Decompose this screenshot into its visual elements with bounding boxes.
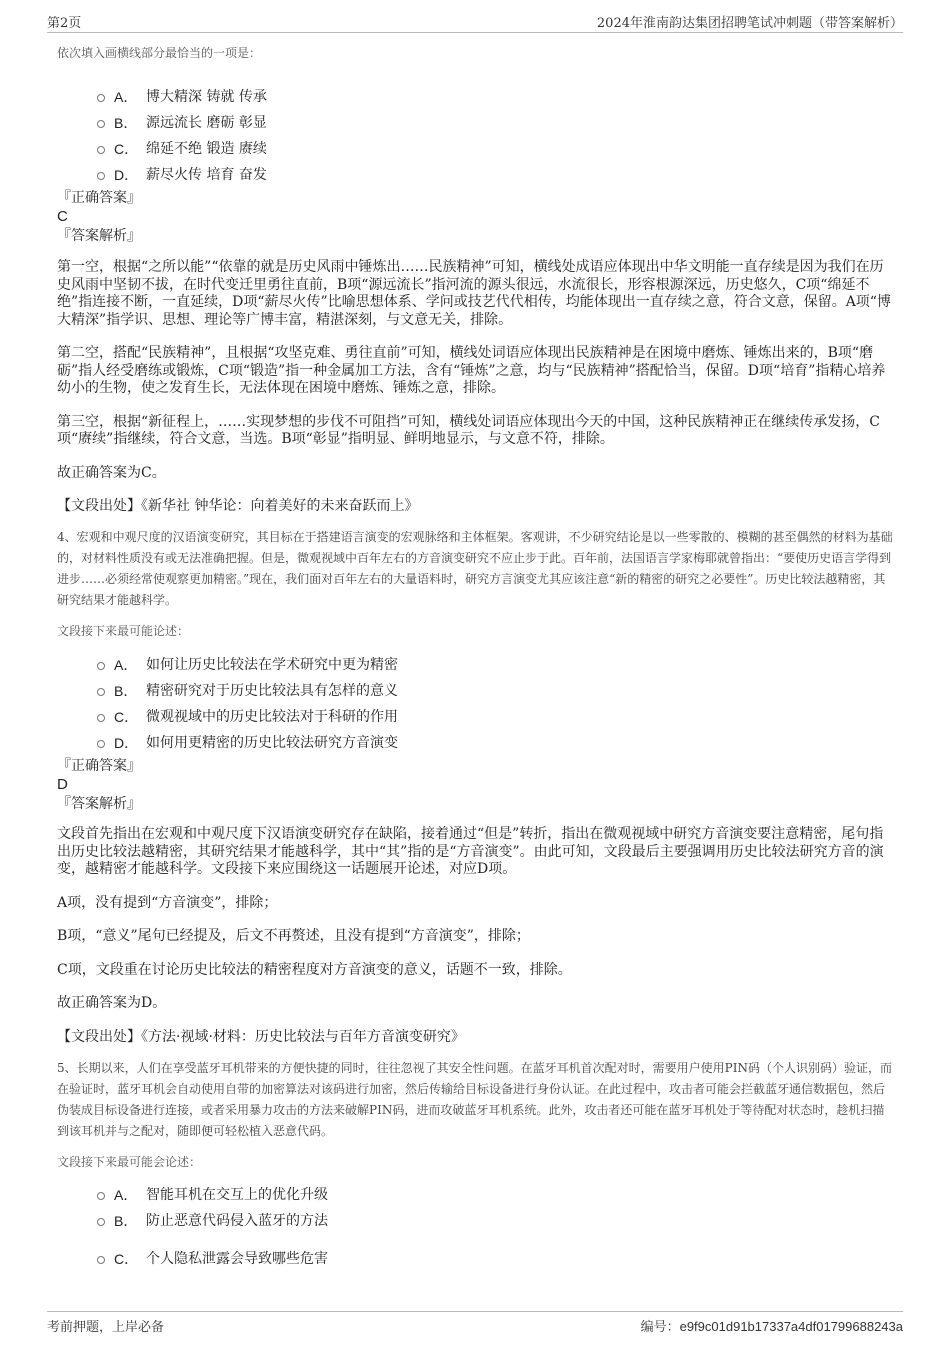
q4-prompt: 文段接下来最可能论述： (57, 624, 190, 638)
q3-analysis-label: 『答案解析』 (57, 228, 141, 244)
q3-analysis-p4: 故正确答案为C。 (57, 464, 166, 481)
footer-code: 编号：e9f9c01d91b17337a4df01799688243a (640, 1319, 903, 1335)
footer-slogan: 考前押题，上岸必备 (47, 1320, 165, 1335)
q3-option-a[interactable]: A． 博大精深 铸就 传承 (57, 84, 893, 110)
q5-option-c[interactable]: C． 个人隐私泄露会导致哪些危害 (57, 1246, 893, 1272)
page-header (47, 10, 903, 33)
q5-option-b[interactable]: B． 防止恶意代码侵入蓝牙的方法 (57, 1208, 893, 1234)
q3-source: 【文段出处】《新华社 钟华论：向着美好的未来奋跃而上》 (57, 498, 419, 514)
q5-options (57, 1182, 893, 1272)
q4-analysis-p2: A项，没有提到“方音演变”，排除； (57, 894, 278, 911)
page-number: 第2页 (47, 16, 82, 31)
q4-option-a[interactable]: A． 如何让历史比较法在学术研究中更为精密 (57, 652, 893, 678)
radio-icon[interactable] (97, 714, 105, 722)
q3-prompt: 依次填入画横线部分最恰当的一项是： (57, 46, 262, 60)
radio-icon[interactable] (97, 740, 105, 748)
q5-prompt: 文段接下来最可能会论述： (57, 1154, 202, 1169)
radio-icon[interactable] (97, 120, 105, 128)
q3-option-b[interactable]: B． 源远流长 磨砺 彰显 (57, 110, 893, 136)
radio-icon[interactable] (97, 1218, 105, 1226)
q4-analysis-p3: B项，“意义”尾句已经提及，后文不再赘述，且没有提到“方音演变”，排除； (57, 928, 530, 944)
radio-icon[interactable] (97, 1192, 105, 1200)
q4-answer-label: 『正确答案』 (57, 758, 141, 774)
content (57, 44, 893, 1272)
radio-icon[interactable] (97, 662, 105, 670)
q3-option-d[interactable]: D． 薪尽火传 培育 奋发 (57, 162, 893, 188)
page-footer (47, 1311, 903, 1334)
q4-analysis-p1: 文段首先指出在宏观和中观尺度下汉语演变研究存在缺陷，接着通过“但是”转折，指出在微观视域中研究方音演变要注意精密，尾句指出历史比较法越精密，其研究结果才能越科学，其中“其”指的是“方音演变”。由此可知，文段最后主要强调用历史比较法研究方音的演变，越精密才能越科学。文段接下来应围绕这一话题展开论述，对应D项。 (57, 826, 884, 877)
q5-option-a[interactable]: A． 智能耳机在交互上的优化升级 (57, 1182, 893, 1208)
q4-source: 【文段出处】《方法·视域·材料：历史比较法与百年方音演变研究》 (57, 1028, 465, 1045)
q4-option-b[interactable]: B． 精密研究对于历史比较法具有怎样的意义 (57, 678, 893, 704)
radio-icon[interactable] (97, 94, 105, 102)
radio-icon[interactable] (97, 172, 105, 180)
q3-answer: C (57, 208, 68, 225)
q3-analysis-p1: 第一空，根据“之所以能”“依靠的就是历史风雨中锤炼出……民族精神”可知，横线处成语应体现出中华文明能一直存续是因为我们在历史风雨中坚韧不拔，在时代变迁里勇往直前，B项“源远流长”指河流的源头很远，水流很长，形容根源深远，历史悠久，C项“绵延不绝”指连接不断，一直延续，D项“薪尽火传”比喻思想体系、学问或技艺代代相传，均能体现出一直存续之意，符合文意，保留。A项“博大精深”指学识、思想、理论等广博丰富，精湛深刻，与文意无关，排除。 (57, 259, 891, 328)
q5-stem: 5、长期以来，人们在享受蓝牙耳机带来的方便快捷的同时，往往忽视了其安全性问题。在蓝牙耳机首次配对时，需要用户使用PIN码（个人识别码）验证，而在验证时，蓝牙耳机会自动使用自带的加密算法对该码进行加密，然后传输给目标设备进行身份认证。在此过程中，攻击者可能会拦截蓝牙通信数据包，然后伪装成目标设备进行连接，或者采用暴力攻击的方法来破解PIN码，进而攻破蓝牙耳机系统。此外，攻击者还可能在蓝牙耳机处于等待配对状态时，趁机扫描到该耳机并与之配对，随即便可轻松植入恶意代码。 (57, 1060, 892, 1138)
radio-icon[interactable] (97, 1256, 105, 1264)
q4-answer: D (57, 776, 68, 793)
q4-analysis-p4: C项，文段重在讨论历史比较法的精密程度对方音演变的意义，话题不一致，排除。 (57, 961, 572, 978)
q4-analysis-label: 『答案解析』 (57, 796, 141, 812)
q4-stem: 4、宏观和中观尺度的汉语演变研究，其目标在于搭建语言演变的宏观脉络和主体框架。客观讲，不少研究结论是以一些零散的、模糊的甚至偶然的材料为基础的，对材料性质没有或无法准确把握。但是，微观视域中百年左右的方音演变研究不应止步于此。百年前，法国语言学家梅耶就曾指出：“要使历史语言学得到进步……必须经常使观察更加精密。”现在，我们面对百年左右的大量语料时，研究方言演变尤其应该注意“新的精密的研究之必要性”。历史比较法越精密，其研究结果才能越科学。 (57, 530, 893, 607)
q4-analysis-p5: 故正确答案为D。 (57, 995, 167, 1011)
radio-icon[interactable] (97, 146, 105, 154)
q3-answer-label: 『正确答案』 (57, 190, 141, 206)
q3-analysis-p3: 第三空，根据“新征程上，……实现梦想的步伐不可阻挡”可知，横线处词语应体现出今天的中国，这种民族精神正在继续传承发扬，C项“赓续”指继续，符合文意，当选。B项“彰显”指明显、鲜明地显示，与文意不符，排除。 (57, 413, 881, 447)
radio-icon[interactable] (97, 688, 105, 696)
q3-analysis-p2: 第二空，搭配“民族精神”，且根据“攻坚克难、勇往直前”可知，横线处词语应体现出民族精神是在困境中磨炼、锤炼出来的，B项“磨砺”指人经受磨练或锻炼，C项“锻造”指一种金属加工方法，含有“锤炼”之意，均与“民族精神”搭配恰当，保留。D项“培育”指精心培养幼小的生物，使之发育生长，无法体现在困境中磨炼、锤炼之意，排除。 (57, 345, 886, 396)
q4-option-d[interactable]: D． 如何用更精密的历史比较法研究方音演变 (57, 730, 893, 756)
q4-option-c[interactable]: C． 微观视域中的历史比较法对于科研的作用 (57, 704, 893, 730)
q3-options (57, 84, 893, 188)
document-title: 2024年淮南韵达集团招聘笔试冲刺题（带答案解析） (596, 16, 903, 31)
q4-options (57, 652, 893, 756)
q3-option-c[interactable]: C． 绵延不绝 锻造 赓续 (57, 136, 893, 162)
